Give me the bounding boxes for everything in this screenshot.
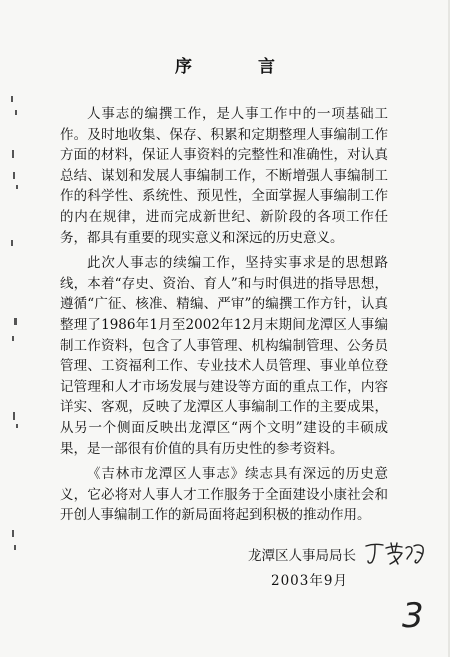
paragraph: 人事志的编撰工作，是人事工作中的一项基础工作。及时地收集、保存、积累和定期整理人事编制工作方面的材料，保证人事资料的完整性和准确性，对认真总结、谋划和发展人事编制工作，不断增强人事编制工作的科学性、系统性、预见性，全面掌握人事编制工作的内在规律，进而完成新世纪、新阶段的各项工作任务，都具有重要的现实意义和深远的历史意义。 [60, 106, 388, 246]
signatory-title: 龙潭区人事局局长 [248, 548, 356, 564]
preface-body [60, 104, 388, 531]
margin-mark [11, 240, 13, 246]
page-number: 3 [402, 596, 424, 636]
margin-mark [14, 318, 17, 325]
margin-mark [12, 336, 14, 341]
margin-punch-marks [0, 0, 40, 657]
margin-mark [12, 530, 14, 537]
margin-mark [16, 424, 18, 428]
margin-mark [13, 412, 15, 420]
margin-mark [15, 110, 17, 115]
margin-mark [14, 545, 16, 550]
paragraph: 《吉林市龙潭区人事志》续志具有深远的历史意义，它必将对人事人才工作服务于全面建设小康社会和开创人事编制工作的新局面将起到积极的推动作用。 [60, 466, 388, 524]
page-title: 序 言 [175, 57, 305, 77]
margin-mark [16, 185, 18, 189]
margin-mark [11, 96, 13, 102]
margin-mark [12, 150, 14, 158]
paragraph: 此次人事志的续编工作，坚持实事求是的思想路线，本着“存史、资治、育人”和与时俱进的指导思想，遵循“广征、核准、精编、严审”的编撰工作方针，认真整理了1986年1月至2002年12月末期间龙潭区人事编制工作资料，包含了人事管理、机构编制管理、公务员管理、工资福利工作、专业技术人员管理、事业单位登记管理和人才市场发展与建设等方面的重点工作，内容详实、客观，反映了龙潭区人事编制工作的主要成果，从另一个侧面反映出龙潭区“两个文明”建设的丰硕成果，是一部很有价值的具有历史性的参考资料。 [60, 255, 388, 457]
handwritten-signature [364, 540, 430, 566]
margin-mark [13, 172, 15, 179]
date: 2003年9月 [271, 573, 348, 589]
signature-line [248, 540, 430, 566]
